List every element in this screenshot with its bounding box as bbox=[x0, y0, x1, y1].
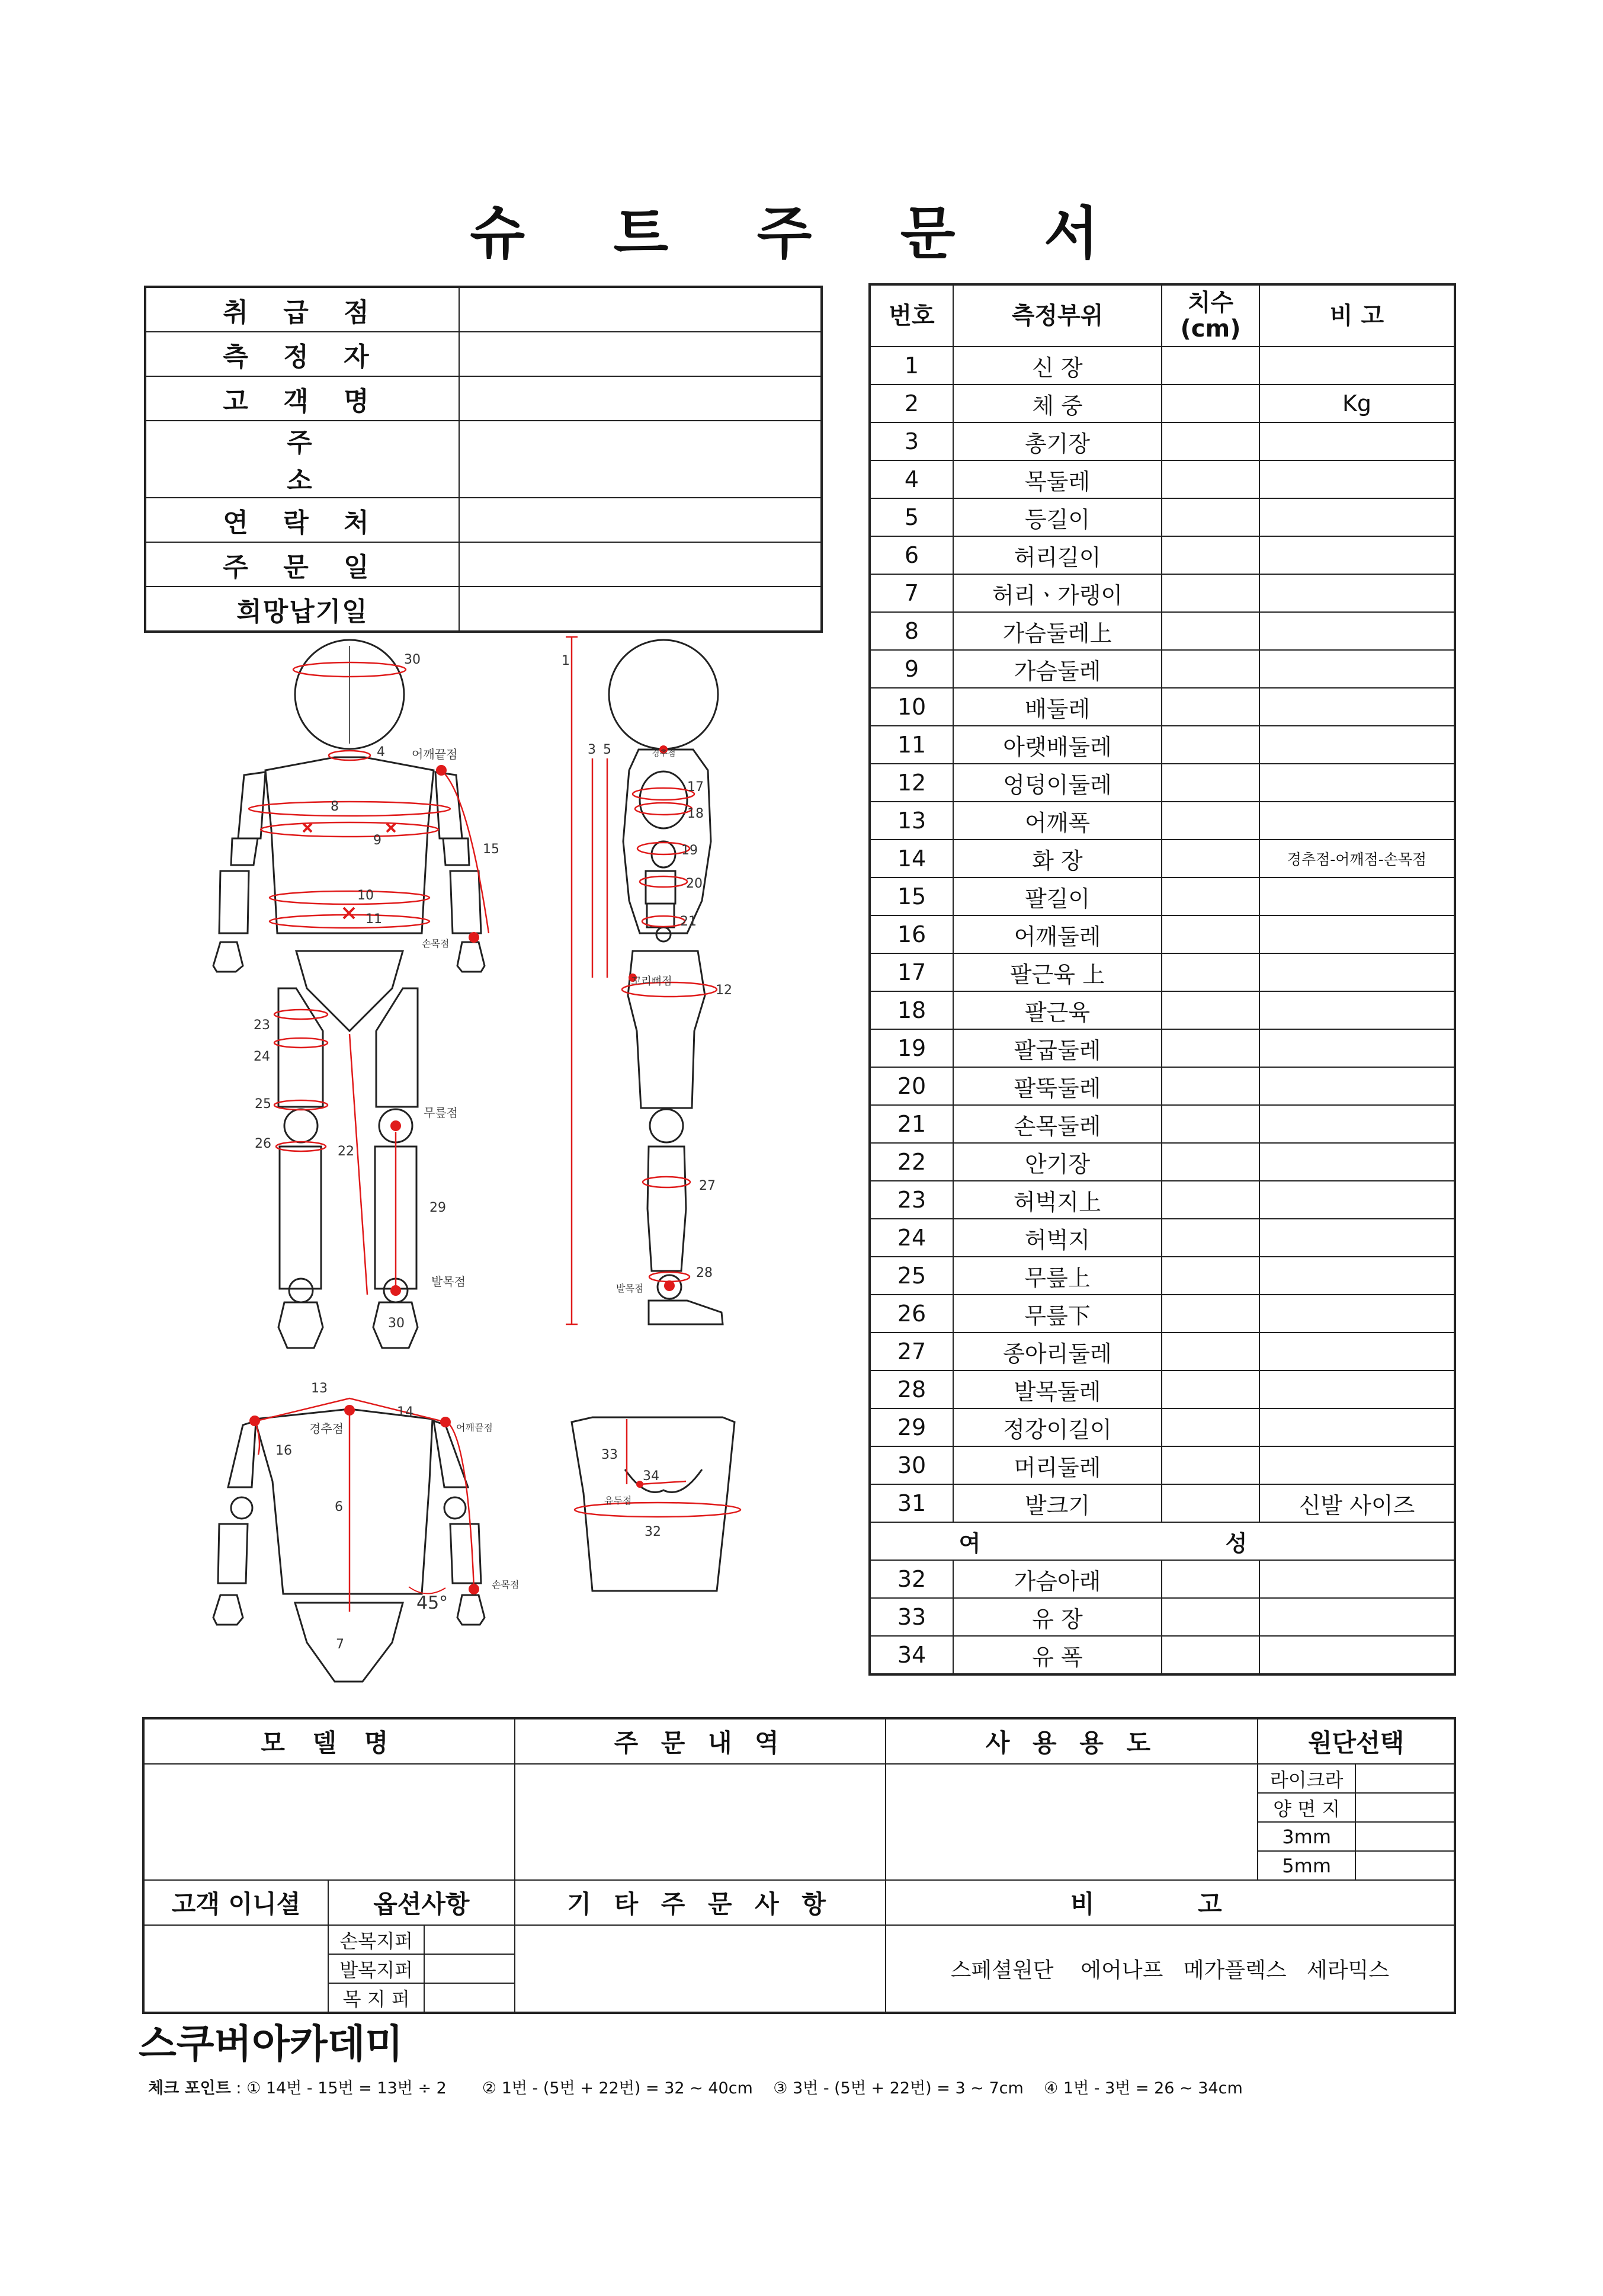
order-table bbox=[142, 1717, 1456, 2014]
usage-header: 사 용 용 도 bbox=[886, 1718, 1258, 1764]
measurement-part: 엉덩이둘레 bbox=[953, 764, 1162, 802]
measurement-size-field[interactable] bbox=[1162, 1067, 1259, 1105]
measurement-row bbox=[870, 878, 1455, 915]
measurement-note bbox=[1259, 1446, 1455, 1484]
measurement-row bbox=[870, 1181, 1455, 1219]
measurement-note bbox=[1259, 802, 1455, 840]
svg-text:33: 33 bbox=[601, 1448, 618, 1462]
wrist-point-label: 손목점 bbox=[422, 938, 450, 949]
svg-text:15: 15 bbox=[483, 842, 499, 857]
female-section-row bbox=[870, 1522, 1455, 1560]
measurement-note bbox=[1259, 1636, 1455, 1674]
measurement-note bbox=[1259, 764, 1455, 802]
measurement-row bbox=[870, 1598, 1455, 1636]
measurement-row bbox=[870, 385, 1455, 422]
measurement-row bbox=[870, 1105, 1455, 1143]
shoulder-tip-label: 어깨끝점 bbox=[412, 747, 458, 761]
measurement-part: 화 장 bbox=[953, 840, 1162, 878]
measurement-row bbox=[870, 460, 1455, 498]
measurement-part: 신 장 bbox=[953, 347, 1162, 385]
measurement-no: 29 bbox=[870, 1408, 953, 1446]
measurement-note: 경추점-어깨점-손목점 bbox=[1259, 840, 1455, 878]
measurement-part: 팔근육 上 bbox=[953, 953, 1162, 991]
svg-text:12: 12 bbox=[716, 983, 732, 998]
measurement-size-field[interactable] bbox=[1162, 688, 1259, 726]
measurement-part: 허리길이 bbox=[953, 536, 1162, 574]
measurement-row bbox=[870, 1560, 1455, 1598]
measurement-no: 18 bbox=[870, 991, 953, 1029]
side-ankle-label: 발목점 bbox=[616, 1283, 644, 1294]
measurement-part: 팔길이 bbox=[953, 878, 1162, 915]
measurement-part: 유 폭 bbox=[953, 1636, 1162, 1674]
measurement-note bbox=[1259, 498, 1455, 536]
svg-text:20: 20 bbox=[686, 876, 703, 891]
initials-header: 고객 이니셜 bbox=[143, 1880, 328, 1925]
svg-text:17: 17 bbox=[687, 780, 704, 795]
measurement-no: 30 bbox=[870, 1446, 953, 1484]
measurement-note bbox=[1259, 915, 1455, 953]
measurement-size-field[interactable] bbox=[1162, 422, 1259, 460]
measurement-size-field[interactable] bbox=[1162, 915, 1259, 953]
measurement-no: 24 bbox=[870, 1219, 953, 1257]
measurement-row bbox=[870, 1143, 1455, 1181]
measurement-note bbox=[1259, 1257, 1455, 1295]
measurement-part: 가슴아래 bbox=[953, 1560, 1162, 1598]
measurement-row bbox=[870, 1295, 1455, 1333]
measurement-no: 1 bbox=[870, 347, 953, 385]
measurement-size-field[interactable] bbox=[1162, 802, 1259, 840]
measurement-size-field[interactable] bbox=[1162, 1333, 1259, 1370]
info-label: 측 정 자 bbox=[145, 332, 459, 376]
measurement-part: 가슴둘레上 bbox=[953, 612, 1162, 650]
measurement-part: 어깨둘레 bbox=[953, 915, 1162, 953]
measurement-part: 안기장 bbox=[953, 1143, 1162, 1181]
measurement-no: 7 bbox=[870, 574, 953, 612]
measurement-note bbox=[1259, 612, 1455, 650]
measurement-size-field[interactable] bbox=[1162, 1484, 1259, 1522]
measurement-note bbox=[1259, 1067, 1455, 1105]
measurement-note bbox=[1259, 953, 1455, 991]
svg-text:29: 29 bbox=[429, 1200, 446, 1215]
other-order-field[interactable] bbox=[515, 1925, 886, 2013]
svg-text:23: 23 bbox=[254, 1018, 270, 1033]
measurement-no: 26 bbox=[870, 1295, 953, 1333]
measurement-no: 13 bbox=[870, 802, 953, 840]
measurement-part: 가슴둘레 bbox=[953, 650, 1162, 688]
measurement-note bbox=[1259, 422, 1455, 460]
svg-text:30: 30 bbox=[388, 1316, 405, 1331]
measurement-row bbox=[870, 498, 1455, 536]
measurement-row bbox=[870, 1484, 1455, 1522]
measurement-no: 16 bbox=[870, 915, 953, 953]
measurement-note bbox=[1259, 1143, 1455, 1181]
measurement-part: 발목둘레 bbox=[953, 1370, 1162, 1408]
back-torso bbox=[255, 1409, 432, 1594]
info-label: 고 객 명 bbox=[145, 376, 459, 421]
measurement-size-field[interactable] bbox=[1162, 1636, 1259, 1674]
measurement-row bbox=[870, 1067, 1455, 1105]
measurement-row bbox=[870, 1408, 1455, 1446]
header-part: 측정부위 bbox=[953, 284, 1162, 347]
measurement-part: 목둘레 bbox=[953, 460, 1162, 498]
measurement-note bbox=[1259, 1219, 1455, 1257]
option-row bbox=[328, 1954, 515, 1983]
measurement-note bbox=[1259, 726, 1455, 764]
measurement-part: 팔뚝둘레 bbox=[953, 1067, 1162, 1105]
options-header: 옵션사항 bbox=[328, 1880, 515, 1925]
measurement-note bbox=[1259, 1029, 1455, 1067]
measurement-row bbox=[870, 764, 1455, 802]
measurement-size-field[interactable] bbox=[1162, 953, 1259, 991]
svg-text:26: 26 bbox=[255, 1136, 271, 1151]
measurement-row bbox=[870, 915, 1455, 953]
measurement-no: 10 bbox=[870, 688, 953, 726]
svg-text:22: 22 bbox=[338, 1144, 354, 1159]
option-label: 목 지 퍼 bbox=[329, 1984, 425, 2012]
front-torso bbox=[265, 757, 434, 933]
measurement-no: 25 bbox=[870, 1257, 953, 1295]
measurement-size-field[interactable] bbox=[1162, 1560, 1259, 1598]
measurement-no: 3 bbox=[870, 422, 953, 460]
header-size-label: 치수 bbox=[1187, 289, 1234, 316]
check-text: : ① 14번 - 15번 = 13번 ÷ 2 ② 1번 - (5번 + 22번) = 32 ~ 40cm ③ 3번 - (5번 + 22번) = 3 ~ 7cm ④ 1번 - 3번 = 26 ~ 34cm bbox=[230, 2079, 1243, 2098]
measurement-no: 17 bbox=[870, 953, 953, 991]
measurement-part: 배둘레 bbox=[953, 688, 1162, 726]
header-no: 번호 bbox=[870, 284, 953, 347]
svg-text:28: 28 bbox=[696, 1266, 713, 1280]
side-head bbox=[609, 640, 718, 749]
header-size bbox=[1162, 284, 1259, 347]
measurement-note bbox=[1259, 1105, 1455, 1143]
measurement-size-field[interactable] bbox=[1162, 726, 1259, 764]
measurement-part: 등길이 bbox=[953, 498, 1162, 536]
female-section-header: 여 성 bbox=[870, 1522, 1455, 1560]
measurement-no: 9 bbox=[870, 650, 953, 688]
svg-text:7: 7 bbox=[336, 1637, 344, 1652]
measurement-part: 어깨폭 bbox=[953, 802, 1162, 840]
measurement-size-field[interactable] bbox=[1162, 347, 1259, 385]
measurement-part: 손목둘레 bbox=[953, 1105, 1162, 1143]
fabric-option-label: 양 면 지 bbox=[1258, 1793, 1355, 1822]
measurement-row bbox=[870, 1370, 1455, 1408]
measurement-no: 4 bbox=[870, 460, 953, 498]
ankle-point-label: 발목점 bbox=[431, 1275, 466, 1289]
svg-text:9: 9 bbox=[373, 833, 381, 848]
svg-text:34: 34 bbox=[643, 1469, 659, 1484]
svg-text:32: 32 bbox=[645, 1525, 661, 1539]
page-title: 슈 트 주 문 서 bbox=[470, 200, 1133, 267]
measurement-part: 머리둘레 bbox=[953, 1446, 1162, 1484]
measurement-row bbox=[870, 422, 1455, 460]
neck-point-label: 경추점 bbox=[652, 749, 676, 758]
measurement-size-field[interactable] bbox=[1162, 764, 1259, 802]
measurement-no: 28 bbox=[870, 1370, 953, 1408]
measurement-no: 8 bbox=[870, 612, 953, 650]
svg-text:19: 19 bbox=[681, 843, 698, 858]
measurement-size-field[interactable] bbox=[1162, 536, 1259, 574]
side-hips bbox=[628, 951, 705, 1108]
measurement-row bbox=[870, 1219, 1455, 1257]
measurement-note bbox=[1259, 1181, 1455, 1219]
measurement-row bbox=[870, 991, 1455, 1029]
measurement-note bbox=[1259, 650, 1455, 688]
measurement-part: 허리ㆍ가랭이 bbox=[953, 574, 1162, 612]
measurement-part: 팔근육 bbox=[953, 991, 1162, 1029]
measurement-note bbox=[1259, 991, 1455, 1029]
header-size-unit: (cm) bbox=[1180, 315, 1241, 342]
knee-point-label: 무릎점 bbox=[424, 1106, 458, 1120]
measurement-part: 허벅지 bbox=[953, 1219, 1162, 1257]
svg-text:8: 8 bbox=[331, 799, 339, 814]
option-label: 발목지퍼 bbox=[329, 1955, 425, 1983]
measurement-no: 14 bbox=[870, 840, 953, 878]
measurement-size-field[interactable] bbox=[1162, 1370, 1259, 1408]
measure-points bbox=[249, 745, 675, 1594]
model-field[interactable] bbox=[143, 1764, 515, 1880]
measurement-part: 허벅지上 bbox=[953, 1181, 1162, 1219]
svg-text:4: 4 bbox=[377, 745, 385, 760]
option-row bbox=[328, 1925, 515, 1954]
measurement-no: 33 bbox=[870, 1598, 953, 1636]
measurement-size-field[interactable] bbox=[1162, 840, 1259, 878]
brand-name: 스쿠버아카데미 bbox=[139, 2021, 403, 2067]
measurement-row bbox=[870, 347, 1455, 385]
info-label: 주 문 일 bbox=[145, 542, 459, 587]
measurement-note bbox=[1259, 1560, 1455, 1598]
usage-field[interactable] bbox=[886, 1764, 1258, 1880]
measurement-no: 32 bbox=[870, 1560, 953, 1598]
measurement-no: 2 bbox=[870, 385, 953, 422]
diagram-point-labels bbox=[309, 747, 676, 1613]
model-header: 모 델 명 bbox=[143, 1718, 515, 1764]
measurement-no: 12 bbox=[870, 764, 953, 802]
measurement-size-field[interactable] bbox=[1162, 1295, 1259, 1333]
measurement-part: 총기장 bbox=[953, 422, 1162, 460]
measurement-part: 체 중 bbox=[953, 385, 1162, 422]
svg-text:10: 10 bbox=[357, 888, 374, 903]
measurement-no: 6 bbox=[870, 536, 953, 574]
fabric-option-label: 5mm bbox=[1258, 1851, 1355, 1880]
measurement-no: 31 bbox=[870, 1484, 953, 1522]
measurement-size-field[interactable] bbox=[1162, 1598, 1259, 1636]
svg-text:27: 27 bbox=[699, 1179, 716, 1193]
check-points bbox=[148, 2075, 1243, 2098]
info-label: 취 급 점 bbox=[145, 287, 459, 332]
front-right-thigh bbox=[376, 988, 418, 1107]
svg-text:21: 21 bbox=[680, 914, 697, 929]
measurement-part: 무릎上 bbox=[953, 1257, 1162, 1295]
measurement-part: 아랫배둘레 bbox=[953, 726, 1162, 764]
fabric-option-check[interactable] bbox=[1355, 1822, 1455, 1851]
measurement-note: Kg bbox=[1259, 385, 1455, 422]
measurement-note bbox=[1259, 347, 1455, 385]
measurement-row bbox=[870, 1446, 1455, 1484]
fabric-option-check[interactable] bbox=[1355, 1793, 1455, 1822]
svg-text:24: 24 bbox=[254, 1049, 270, 1064]
measurement-size-field[interactable] bbox=[1162, 1219, 1259, 1257]
back-hips bbox=[295, 1603, 403, 1682]
measurement-row bbox=[870, 802, 1455, 840]
remarks-field: 스페셜원단 에어나프 메가플렉스 세라믹스 bbox=[886, 1925, 1455, 2013]
svg-text:11: 11 bbox=[366, 912, 382, 927]
measurement-size-field[interactable] bbox=[1162, 460, 1259, 498]
svg-text:25: 25 bbox=[255, 1097, 271, 1112]
svg-text:13: 13 bbox=[311, 1381, 328, 1396]
header-note: 비 고 bbox=[1259, 284, 1455, 347]
check-label: 체크 포인트 bbox=[148, 2079, 231, 2098]
measurement-note bbox=[1259, 1408, 1455, 1446]
measure-lines bbox=[249, 637, 740, 1612]
svg-text:18: 18 bbox=[687, 806, 704, 821]
measurement-row bbox=[870, 726, 1455, 764]
measurement-no: 5 bbox=[870, 498, 953, 536]
order-details-header: 주 문 내 역 bbox=[515, 1718, 886, 1764]
measurement-no: 21 bbox=[870, 1105, 953, 1143]
measurement-no: 15 bbox=[870, 878, 953, 915]
measurement-part: 팔굽둘레 bbox=[953, 1029, 1162, 1067]
measurement-note bbox=[1259, 536, 1455, 574]
measurement-size-field[interactable] bbox=[1162, 612, 1259, 650]
svg-text:1: 1 bbox=[562, 654, 570, 668]
measurement-note bbox=[1259, 1295, 1455, 1333]
other-order-header: 기 타 주 문 사 항 bbox=[515, 1880, 886, 1925]
remarks-header: 비 고 bbox=[886, 1880, 1455, 1925]
body-diagram bbox=[0, 0, 865, 1695]
measurement-row bbox=[870, 612, 1455, 650]
back-wrist-label: 손목점 bbox=[492, 1579, 520, 1590]
svg-text:14: 14 bbox=[397, 1405, 413, 1420]
measurement-size-field[interactable] bbox=[1162, 1446, 1259, 1484]
measurement-no: 23 bbox=[870, 1181, 953, 1219]
measurement-note bbox=[1259, 574, 1455, 612]
measurement-row bbox=[870, 650, 1455, 688]
measurement-size-field[interactable] bbox=[1162, 1257, 1259, 1295]
measurement-row bbox=[870, 688, 1455, 726]
back-neck-label: 경추점 bbox=[309, 1421, 344, 1436]
measurement-size-field[interactable] bbox=[1162, 1408, 1259, 1446]
svg-text:3: 3 bbox=[588, 742, 596, 757]
tail-point-label: 꼬리뼈점 bbox=[631, 975, 672, 988]
measurement-size-field[interactable] bbox=[1162, 385, 1259, 422]
measurement-size-field[interactable] bbox=[1162, 1105, 1259, 1143]
measurement-part: 무릎下 bbox=[953, 1295, 1162, 1333]
measurement-size-field[interactable] bbox=[1162, 878, 1259, 915]
measurement-part: 유 장 bbox=[953, 1598, 1162, 1636]
measurement-row bbox=[870, 1029, 1455, 1067]
info-label: 희망납기일 bbox=[145, 587, 459, 632]
measurement-note bbox=[1259, 460, 1455, 498]
measurement-no: 20 bbox=[870, 1067, 953, 1105]
svg-text:5: 5 bbox=[603, 742, 611, 757]
fabric-option-label: 라이크라 bbox=[1258, 1764, 1355, 1793]
measurement-note: 신발 사이즈 bbox=[1259, 1484, 1455, 1522]
measurement-row bbox=[870, 1636, 1455, 1674]
svg-text:6: 6 bbox=[335, 1500, 343, 1514]
fabric-option-check[interactable] bbox=[1355, 1851, 1455, 1880]
measurement-size-field[interactable] bbox=[1162, 650, 1259, 688]
measurement-row bbox=[870, 1333, 1455, 1370]
measurement-note bbox=[1259, 1370, 1455, 1408]
measurement-no: 22 bbox=[870, 1143, 953, 1181]
fabric-option-check[interactable] bbox=[1355, 1764, 1455, 1793]
measurement-part: 정강이길이 bbox=[953, 1408, 1162, 1446]
measurement-note bbox=[1259, 1333, 1455, 1370]
measurement-size-field[interactable] bbox=[1162, 574, 1259, 612]
option-label: 손목지퍼 bbox=[329, 1926, 425, 1954]
angle-label: 45° bbox=[416, 1593, 448, 1613]
measurement-row bbox=[870, 953, 1455, 991]
measurement-note bbox=[1259, 688, 1455, 726]
measurement-no: 19 bbox=[870, 1029, 953, 1067]
order-details-field[interactable] bbox=[515, 1764, 886, 1880]
back-shoulder-label: 어깨끝점 bbox=[456, 1422, 493, 1433]
option-row bbox=[328, 1983, 515, 2013]
measurement-size-field[interactable] bbox=[1162, 1029, 1259, 1067]
measurement-no: 34 bbox=[870, 1636, 953, 1674]
measurement-no: 11 bbox=[870, 726, 953, 764]
measurement-size-field[interactable] bbox=[1162, 991, 1259, 1029]
measurement-row bbox=[870, 840, 1455, 878]
measurement-no: 27 bbox=[870, 1333, 953, 1370]
svg-text:30: 30 bbox=[404, 652, 421, 667]
measurement-part: 발크기 bbox=[953, 1484, 1162, 1522]
measurement-size-field[interactable] bbox=[1162, 1181, 1259, 1219]
measurement-part: 종아리둘레 bbox=[953, 1333, 1162, 1370]
initials-field[interactable] bbox=[143, 1925, 328, 2013]
fabric-option-label: 3mm bbox=[1258, 1822, 1355, 1851]
measurement-table bbox=[868, 283, 1456, 1676]
nipple-point-label: 유두점 bbox=[604, 1495, 632, 1506]
info-label: 연 락 처 bbox=[145, 498, 459, 542]
svg-text:16: 16 bbox=[275, 1443, 292, 1458]
measurement-row bbox=[870, 1257, 1455, 1295]
measurement-note bbox=[1259, 878, 1455, 915]
measurement-size-field[interactable] bbox=[1162, 498, 1259, 536]
measurement-row bbox=[870, 536, 1455, 574]
measurement-size-field[interactable] bbox=[1162, 1143, 1259, 1181]
measurement-note bbox=[1259, 1598, 1455, 1636]
measurement-row bbox=[870, 574, 1455, 612]
fabric-header: 원단선택 bbox=[1258, 1718, 1455, 1764]
info-label: 주 소 bbox=[145, 421, 459, 498]
